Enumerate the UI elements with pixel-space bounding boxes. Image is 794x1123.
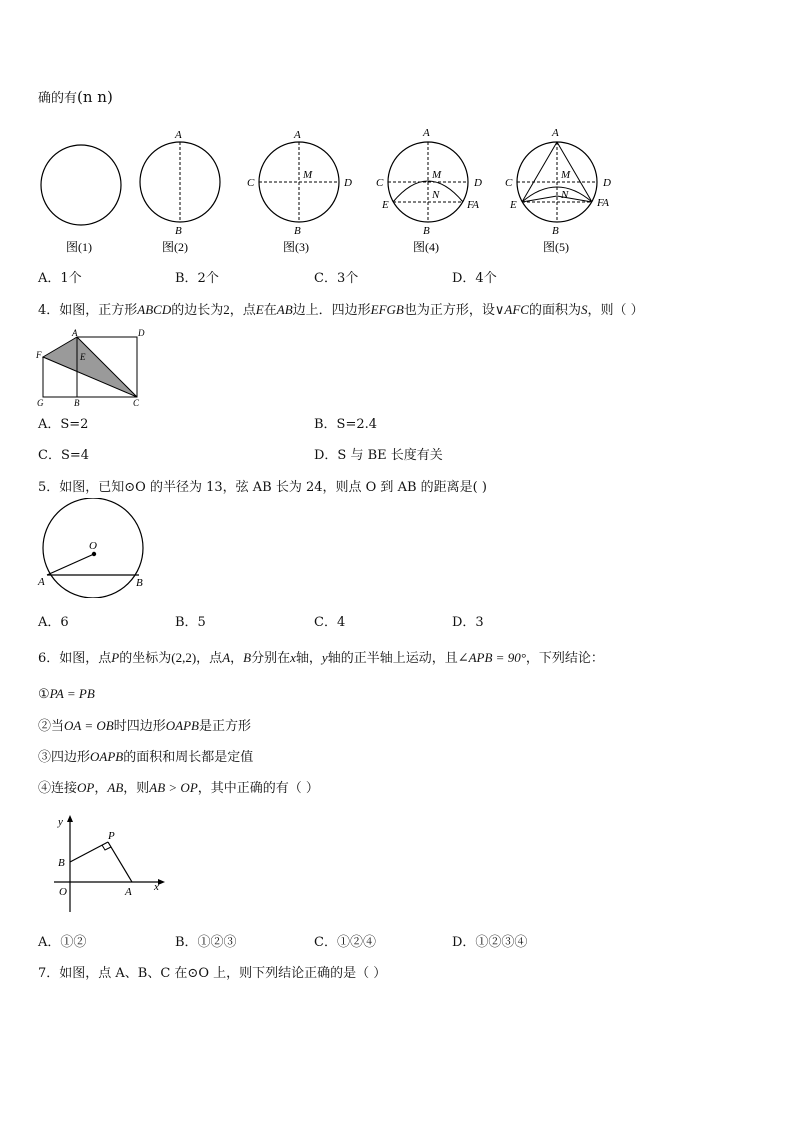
fig5-label-c: C <box>505 177 513 189</box>
q4-t4: ，点 <box>229 303 256 318</box>
q6-s2-a: ②当 <box>38 719 65 734</box>
q6-line-pa <box>108 842 132 882</box>
q4-t6: 在 <box>263 303 277 318</box>
q5-stem: 5．如图，已知⊙O 的半径为 13，弦 AB 长为 24，则点 O 到 AB 的距离是( ) <box>38 480 487 495</box>
intro-text: 确的有 <box>38 91 78 106</box>
q6-option-d: D．①②③④ <box>452 935 528 950</box>
q6-s4-a: ④连接 <box>38 781 78 796</box>
q5-label-o: O <box>89 540 97 552</box>
q6-s1-b: PA = PB <box>49 686 95 701</box>
fig3-label-b: B <box>294 225 301 237</box>
q6-t11: y <box>321 650 328 665</box>
q6-stem <box>38 650 604 667</box>
q4-figure <box>34 328 174 408</box>
fig5-label-n: N <box>561 189 569 201</box>
q6-t10: 轴， <box>295 651 322 666</box>
q6-s3-c: 的面积和周长都是定值 <box>123 750 254 765</box>
fig3-label-m: M <box>303 169 313 181</box>
fig4-label-b: B <box>423 225 430 237</box>
q5-option-a: A．6 <box>38 615 69 630</box>
q4-t7: AB <box>276 302 293 317</box>
q4-t9: EFGB <box>370 302 404 317</box>
q6-option-b: B．①②③ <box>175 935 237 950</box>
q6-t14: ，下列结论： <box>525 651 604 666</box>
fig5-label-fa: FA <box>597 197 610 209</box>
q4-t11: ∨AFC <box>494 302 529 317</box>
fig3-label-c: C <box>247 177 255 189</box>
q4-option-c: C．S=4 <box>38 448 90 463</box>
fig5-caption: 图(5) <box>543 240 569 254</box>
q6-statement-2 <box>38 718 251 735</box>
q4-label-d: D <box>138 328 145 338</box>
q4-triangle-afc <box>43 337 137 397</box>
q6-label-a: A <box>125 886 132 898</box>
q4-t5: E <box>255 302 264 317</box>
q6-t2: 的坐标为 <box>119 651 172 666</box>
q3-option-b: B．2个 <box>175 271 219 286</box>
q6-t13: ∠APB = 90° <box>457 650 526 665</box>
q6-s2-d: OAPB <box>165 718 199 733</box>
fig1-caption: 图(1) <box>66 240 92 254</box>
q5-label-a: A <box>38 576 45 588</box>
fig2-label-b: B <box>175 225 182 237</box>
q4-t10: 也为正方形，设 <box>403 303 495 318</box>
q6-s4-c: ， <box>94 781 108 796</box>
q6-t8: 分别在 <box>251 651 291 666</box>
q4-number: 4． <box>38 303 60 318</box>
q5-figure <box>34 498 154 598</box>
q4-option-d: D．S 与 BE 长度有关 <box>314 448 443 463</box>
q4-t13: S <box>580 302 588 317</box>
q6-y-arrow <box>67 815 73 822</box>
fig1-circle <box>41 145 121 225</box>
q6-x-arrow <box>158 879 165 885</box>
q3-option-d: D．4个 <box>452 271 497 286</box>
q6-t6: ， <box>230 651 244 666</box>
q6-t7: B <box>243 650 252 665</box>
intro-paren: (n n) <box>77 88 113 106</box>
q6-t3: (2,2) <box>171 650 197 665</box>
fig3-label-a: A <box>294 129 301 141</box>
q5-option-d: D．3 <box>452 615 484 630</box>
q6-s4-f: AB > OP <box>149 780 198 795</box>
fig4-label-a: A <box>423 127 430 139</box>
fig5-label-b: B <box>552 225 559 237</box>
q6-s2-c: 时四边形 <box>113 719 166 734</box>
q4-t2: 的边长为 <box>171 303 224 318</box>
q4-option-b: B．S=2.4 <box>314 417 378 432</box>
q4-label-f: F <box>36 350 42 360</box>
q6-s2-e: 是正方形 <box>198 719 251 734</box>
q6-option-a: A．①② <box>38 935 87 950</box>
q4-label-b: B <box>74 398 80 408</box>
fig5-line-en <box>522 196 557 202</box>
q5-radius-oa <box>47 554 94 575</box>
q4-t8: 边上．四边形 <box>292 303 371 318</box>
fig2-caption: 图(2) <box>162 240 188 254</box>
q6-statement-4 <box>38 780 319 797</box>
q3-figures <box>0 0 794 270</box>
fig5-label-m: M <box>561 169 571 181</box>
q4-stem <box>38 302 644 319</box>
fig4-caption: 图(4) <box>413 240 439 254</box>
q6-s4-b: OP <box>77 780 95 795</box>
fig2-label-a: A <box>175 129 182 141</box>
q6-t5: A <box>222 650 231 665</box>
fig5-label-a: A <box>552 127 559 139</box>
q4-label-e: E <box>80 352 86 362</box>
q6-s4-e: ，则 <box>123 781 150 796</box>
fig4-label-fa: FA <box>467 199 480 211</box>
fig3-label-d: D <box>344 177 352 189</box>
fig4-label-m: M <box>432 169 442 181</box>
q4-label-c: C <box>133 398 140 408</box>
q6-statement-1 <box>38 686 95 703</box>
q6-t9: x <box>290 650 296 665</box>
q4-label-g: G <box>37 398 44 408</box>
q5-option-c: C．4 <box>314 615 346 630</box>
fig4-label-e: E <box>382 199 389 211</box>
q4-t14: ，则（ ） <box>587 303 644 318</box>
q6-s4-g: ，其中正确的有（ ） <box>197 781 319 796</box>
fig4-label-n: N <box>432 189 440 201</box>
q6-option-c: C．①②④ <box>314 935 376 950</box>
q6-figure <box>48 812 178 922</box>
q7-stem: 7．如图，点 A、B、C 在⊙O 上，则下列结论正确的是（ ） <box>38 966 387 981</box>
q6-label-x: x <box>154 881 159 893</box>
q6-label-o: O <box>59 886 67 898</box>
fig5-line-ae <box>522 142 557 202</box>
q6-label-y: y <box>58 816 63 828</box>
q4-t3: 2 <box>223 302 230 317</box>
q5-option-b: B．5 <box>175 615 206 630</box>
q6-t4: ，点 <box>196 651 223 666</box>
q6-s2-b: OA = OB <box>64 718 114 733</box>
fig5-label-d: D <box>603 177 611 189</box>
q4-t12: 的面积为 <box>528 303 581 318</box>
q4-t0: 如图，正方形 <box>59 303 138 318</box>
q5-center-dot <box>92 552 96 556</box>
q6-statement-3 <box>38 749 253 766</box>
q6-label-b: B <box>58 857 65 869</box>
q3-option-a: A．1个 <box>38 271 82 286</box>
q6-s4-d: AB <box>107 780 124 795</box>
q3-option-c: C．3个 <box>314 271 359 286</box>
q6-t12: 轴的正半轴上运动，且 <box>327 651 458 666</box>
q4-option-a: A．S=2 <box>38 417 89 432</box>
q5-label-b: B <box>136 577 143 589</box>
q4-label-a: A <box>72 328 78 338</box>
q6-t0: 6．如图，点 <box>38 651 112 666</box>
q6-label-p: P <box>108 830 115 842</box>
fig5-label-e: E <box>510 199 517 211</box>
fig4-label-c: C <box>376 177 384 189</box>
q4-t1: ABCD <box>137 302 172 317</box>
q6-s3-b: OAPB <box>90 749 124 764</box>
fig4-label-d: D <box>474 177 482 189</box>
q6-s1-a: ① <box>38 687 50 702</box>
q6-t1: P <box>111 650 120 665</box>
fig3-caption: 图(3) <box>283 240 309 254</box>
q6-s3-a: ③四边形 <box>38 750 91 765</box>
